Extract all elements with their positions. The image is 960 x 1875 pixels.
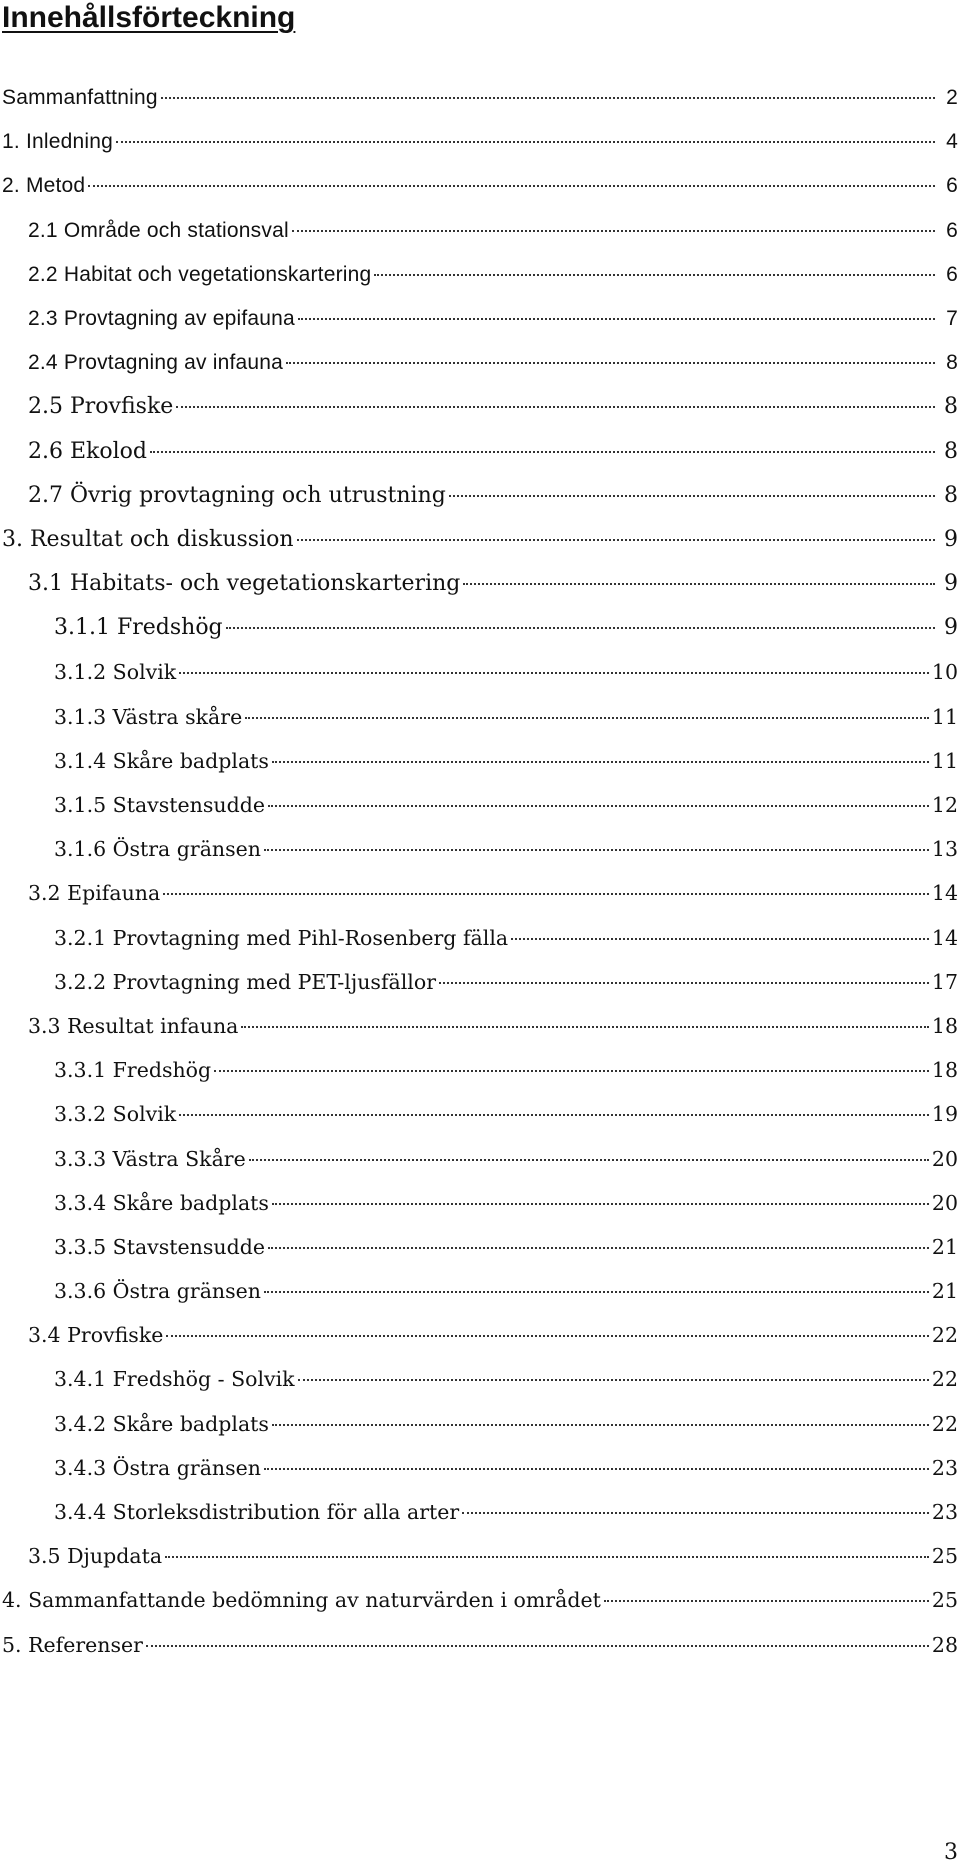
- toc-entry-3-3-4[interactable]: [0, 1181, 960, 1225]
- toc-entry-3-4[interactable]: [0, 1313, 960, 1357]
- toc-entry-3-3-1[interactable]: [0, 1048, 960, 1092]
- toc-entry-page: 20: [931, 1190, 958, 1215]
- toc-entry-3-1[interactable]: [0, 562, 960, 606]
- toc-entry-2-3[interactable]: [0, 297, 960, 341]
- toc-entry-page: 22: [931, 1411, 958, 1436]
- toc-entry-2[interactable]: [0, 164, 960, 208]
- toc-entry-3-3-5[interactable]: [0, 1225, 960, 1269]
- dot-leader: [449, 495, 935, 497]
- dot-leader: [241, 1026, 929, 1028]
- toc-entry-3-4-2[interactable]: [0, 1402, 960, 1446]
- dot-leader: [163, 893, 929, 895]
- dot-leader: [165, 1556, 929, 1558]
- dot-leader: [298, 1379, 929, 1381]
- dot-leader: [439, 982, 929, 984]
- toc-entry-page: 22: [931, 1367, 958, 1392]
- toc-entry-2-2[interactable]: [0, 253, 960, 297]
- toc-entry-title: 4. Sammanfattande bedömning av naturvärden i området: [2, 1588, 601, 1613]
- dot-leader: [161, 97, 935, 99]
- dot-leader: [272, 1203, 929, 1205]
- toc-heading: Innehållsförteckning: [2, 1, 296, 34]
- toc-entry-3-1-3[interactable]: [0, 695, 960, 739]
- toc-entry-title: 3.3.1 Fredshög: [54, 1058, 212, 1083]
- toc-entry-page: 20: [931, 1146, 958, 1171]
- dot-leader: [292, 230, 935, 232]
- dot-leader: [297, 539, 935, 541]
- toc-entry-3-1-5[interactable]: [0, 783, 960, 827]
- toc-entry-page: 25: [931, 1588, 958, 1613]
- toc-entry-2-1[interactable]: [0, 209, 960, 253]
- toc-entry-title: 3.4.4 Storleksdistribution för alla arter: [54, 1500, 460, 1524]
- toc-entry-5[interactable]: [0, 1623, 960, 1667]
- dot-leader: [245, 717, 929, 719]
- toc-entry-title: 3.1.2 Solvik: [54, 660, 177, 685]
- dot-leader: [179, 1114, 929, 1116]
- toc-entry-title: 2.7 Övrig provtagning och utrustning: [28, 482, 446, 508]
- toc-entry-title: 3.1.3 Västra skåre: [54, 704, 243, 729]
- toc-entry-page: 4: [946, 130, 958, 154]
- toc-entry-2-5[interactable]: [0, 385, 960, 429]
- toc-entry-page: 8: [944, 394, 958, 420]
- toc-entry-title: 3.5 Djupdata: [28, 1544, 163, 1569]
- toc-entry-page: 6: [946, 262, 958, 286]
- toc-entry-page: 9: [944, 526, 958, 552]
- toc-entry-page: 8: [946, 351, 958, 375]
- dot-leader: [374, 274, 935, 276]
- toc-entry-title: 2.2 Habitat och vegetationskartering: [28, 262, 372, 286]
- toc-entry-page: 18: [931, 1058, 958, 1083]
- dot-leader: [146, 1645, 929, 1647]
- toc-entry-3-1-6[interactable]: [0, 827, 960, 871]
- dot-leader: [272, 1424, 929, 1426]
- toc-entry-title: 3.4 Provfiske: [28, 1323, 164, 1348]
- toc-entry-page: 14: [931, 881, 958, 906]
- table-of-contents: [0, 76, 960, 1667]
- dot-leader: [463, 583, 935, 585]
- toc-entry-title: 3.3.3 Västra Skåre: [54, 1146, 246, 1171]
- toc-entry-title: 3.2 Epifauna: [28, 881, 161, 906]
- toc-entry-title: Sammanfattning: [2, 86, 158, 109]
- toc-entry-3-3-6[interactable]: [0, 1269, 960, 1313]
- dot-leader: [214, 1070, 929, 1072]
- dot-leader: [179, 672, 929, 674]
- toc-entry-title: 5. Referenser: [2, 1632, 143, 1657]
- dot-leader: [116, 141, 935, 143]
- toc-entry-page: 11: [931, 748, 958, 773]
- toc-entry-title: 3.2.1 Provtagning med Pihl-Rosenberg fälla: [54, 925, 509, 950]
- dot-leader: [264, 1291, 929, 1293]
- toc-entry-page: 17: [931, 969, 958, 994]
- toc-entry-title: 3.4.2 Skåre badplats: [54, 1411, 269, 1436]
- toc-entry-3-4-1[interactable]: [0, 1357, 960, 1401]
- toc-entry-page: 6: [946, 218, 958, 242]
- toc-entry-title: 3.3 Resultat infauna: [28, 1013, 239, 1038]
- toc-entry-1[interactable]: [0, 120, 960, 164]
- toc-entry-title: 3.3.4 Skåre badplats: [54, 1190, 269, 1215]
- dot-leader: [166, 1335, 929, 1337]
- dot-leader: [226, 627, 935, 629]
- toc-entry-title: 3.1 Habitats- och vegetationskartering: [28, 571, 461, 597]
- toc-entry-page: 6: [946, 174, 958, 198]
- toc-entry-title: 2.1 Område och stationsval: [28, 218, 289, 242]
- toc-entry-4[interactable]: [0, 1578, 960, 1622]
- dot-leader: [264, 1468, 929, 1470]
- dot-leader: [604, 1600, 929, 1602]
- toc-entry-title: 2. Metod: [2, 174, 86, 198]
- toc-entry-title: 3.3.2 Solvik: [54, 1102, 177, 1127]
- toc-entry-3-2-1[interactable]: [0, 916, 960, 960]
- toc-entry-3-3-2[interactable]: [0, 1092, 960, 1136]
- toc-entry-page: 14: [931, 925, 958, 950]
- toc-entry-title: 3.1.6 Östra gränsen: [54, 837, 261, 862]
- dot-leader: [298, 318, 935, 320]
- toc-entry-2-7[interactable]: [0, 474, 960, 518]
- toc-entry-3-4-4[interactable]: [0, 1490, 960, 1534]
- toc-entry-page: 9: [944, 571, 958, 597]
- toc-entry-title: 3.3.6 Östra gränsen: [54, 1279, 261, 1304]
- toc-entry-title: 3.3.5 Stavstensudde: [54, 1234, 265, 1259]
- toc-entry-title: 3.1.4 Skåre badplats: [54, 748, 269, 773]
- toc-entry-title: 3. Resultat och diskussion: [2, 526, 294, 552]
- dot-leader: [286, 362, 935, 364]
- toc-entry-page: 22: [931, 1323, 958, 1348]
- toc-entry-page: 2: [946, 86, 958, 109]
- toc-entry-3-4-3[interactable]: [0, 1446, 960, 1490]
- toc-entry-2-6[interactable]: [0, 430, 960, 474]
- toc-entry-title: 3.1.5 Stavstensudde: [54, 793, 265, 817]
- toc-entry-3-3[interactable]: [0, 1004, 960, 1048]
- dot-leader: [249, 1159, 929, 1161]
- toc-entry-3-1-4[interactable]: [0, 739, 960, 783]
- toc-entry-3-2[interactable]: [0, 871, 960, 915]
- toc-entry-page: 19: [931, 1102, 958, 1127]
- toc-entry-page: 9: [944, 615, 958, 641]
- toc-entry-page: 8: [944, 438, 958, 464]
- toc-entry-title: 3.4.1 Fredshög - Solvik: [54, 1367, 295, 1392]
- toc-entry-3[interactable]: [0, 518, 960, 562]
- toc-entry-page: 23: [931, 1500, 958, 1524]
- toc-entry-page: 12: [931, 793, 958, 817]
- toc-entry-title: 3.1.1 Fredshög: [54, 615, 223, 641]
- toc-entry-3-1-1[interactable]: [0, 606, 960, 650]
- toc-entry-title: 2.6 Ekolod: [28, 438, 147, 464]
- toc-entry-page: 11: [931, 704, 958, 729]
- page-number: 3: [944, 1840, 958, 1865]
- toc-entry-page: 10: [931, 660, 958, 685]
- toc-entry-page: 18: [931, 1013, 958, 1038]
- toc-entry-page: 23: [931, 1455, 958, 1480]
- dot-leader: [176, 406, 935, 408]
- toc-entry-3-2-2[interactable]: [0, 960, 960, 1004]
- toc-entry-title: 2.5 Provfiske: [28, 394, 174, 420]
- dot-leader: [88, 185, 935, 187]
- dot-leader: [511, 938, 929, 940]
- toc-entry-title: 3.2.2 Provtagning med PET-ljusfällor: [54, 969, 437, 994]
- dot-leader: [268, 1247, 929, 1249]
- toc-entry-page: 7: [946, 306, 958, 330]
- toc-entry-3-3-3[interactable]: [0, 1137, 960, 1181]
- toc-entry-title: 1. Inledning: [2, 130, 113, 154]
- toc-entry-3-1-2[interactable]: [0, 650, 960, 694]
- toc-entry-title: 2.4 Provtagning av infauna: [28, 351, 284, 375]
- toc-entry-2-4[interactable]: [0, 341, 960, 385]
- toc-entry-title: 3.4.3 Östra gränsen: [54, 1455, 261, 1480]
- toc-entry-sammanfattning[interactable]: [0, 76, 960, 120]
- toc-entry-page: 8: [944, 482, 958, 508]
- toc-entry-page: 21: [931, 1234, 958, 1259]
- toc-entry-page: 25: [931, 1544, 958, 1569]
- dot-leader: [268, 805, 929, 807]
- dot-leader: [264, 849, 929, 851]
- dot-leader: [462, 1512, 929, 1514]
- dot-leader: [150, 451, 935, 453]
- toc-entry-page: 21: [931, 1279, 958, 1304]
- dot-leader: [272, 761, 929, 763]
- toc-entry-title: 2.3 Provtagning av epifauna: [28, 306, 295, 330]
- toc-entry-3-5[interactable]: [0, 1534, 960, 1578]
- toc-entry-page: 28: [931, 1632, 958, 1657]
- toc-entry-page: 13: [931, 837, 958, 862]
